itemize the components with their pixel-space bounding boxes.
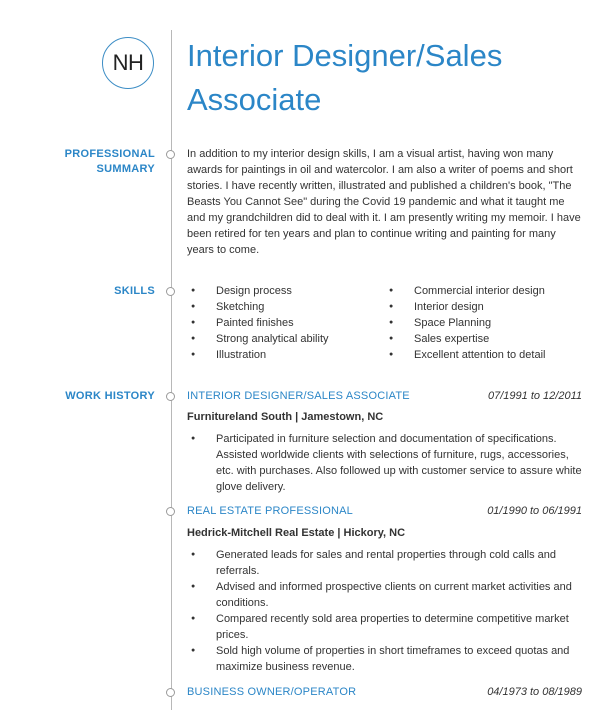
initials-text: NH xyxy=(112,50,144,75)
timeline-node-job-2 xyxy=(166,507,175,516)
initials-monogram xyxy=(102,37,154,89)
job-duties-list xyxy=(187,547,582,675)
skill-item: ● Painted finishes xyxy=(187,315,387,331)
skill-item: ● Sketching xyxy=(187,299,387,315)
job-duty-item: ● Participated in furniture selection and documentation of specifications. Assisted worldwide clients with selections of furniture, rugs, accessories, etc. with purchases. Also followed up with customer service to assure white glove delivery. xyxy=(187,431,582,495)
timeline-node-job-1 xyxy=(166,392,175,401)
skill-item: ● Design process xyxy=(187,283,387,299)
timeline-node-job-3 xyxy=(166,688,175,697)
job-duty-item: ● Compared recently sold area properties to determine competitive market prices. xyxy=(187,611,582,643)
resume-title xyxy=(187,34,597,122)
skills-list-left xyxy=(187,283,387,363)
job-dates: 01/1990 to 06/1991 xyxy=(487,505,582,517)
skills-list-right xyxy=(385,283,585,363)
summary-text: In addition to my interior design skills, I am a visual artist, having won many awards for paintings in oil and watercolor. I am also a writer of poems and short stories. I have recently written, illustrated and published a children's book, "The Beasts You Cannot See" during the Covid 19 pandemic and what it taught me and my grandchildren did to deal with it. I am presently writing my memoir. I have been retired for ten years and plan to continue writing and painting for many years to come. xyxy=(187,148,581,256)
job-employer: Hedrick-Mitchell Real Estate | Hickory, NC xyxy=(187,527,406,539)
job-employer: Furnitureland South | Jamestown, NC xyxy=(187,411,384,423)
professional-summary-heading xyxy=(15,147,155,177)
job-dates: 07/1991 to 12/2011 xyxy=(488,390,582,402)
timeline-node-summary xyxy=(166,150,175,159)
skills-heading: SKILLS xyxy=(114,285,155,297)
summary-heading-line-1: PROFESSIONAL xyxy=(64,148,155,160)
timeline-node-skills xyxy=(166,287,175,296)
job-duty-item: ● Generated leads for sales and rental properties through cold calls and referrals. xyxy=(187,547,582,579)
job-title: REAL ESTATE PROFESSIONAL xyxy=(187,505,353,517)
skill-item: ● Interior design xyxy=(385,299,585,315)
skill-item: ● Sales expertise xyxy=(385,331,585,347)
resume-title-line-2: Associate xyxy=(187,82,322,117)
skill-item: ● Excellent attention to detail xyxy=(385,347,585,363)
job-title: BUSINESS OWNER/OPERATOR xyxy=(187,686,357,698)
skill-item: ● Commercial interior design xyxy=(385,283,585,299)
summary-heading-line-2: SUMMARY xyxy=(96,163,155,175)
skill-item: ● Strong analytical ability xyxy=(187,331,387,347)
job-title: INTERIOR DESIGNER/SALES ASSOCIATE xyxy=(187,390,410,402)
work-history-heading: WORK HISTORY xyxy=(65,390,155,402)
skill-item: ● Illustration xyxy=(187,347,387,363)
job-duty-item: ● Sold high volume of properties in short timeframes to exceed quotas and maximize business revenue. xyxy=(187,643,582,675)
skill-item: ● Space Planning xyxy=(385,315,585,331)
job-dates: 04/1973 to 08/1989 xyxy=(487,686,582,698)
job-duty-item: ● Advised and informed prospective clients on current market activities and conditions. xyxy=(187,579,582,611)
job-duties-list xyxy=(187,431,582,495)
timeline-line xyxy=(171,30,172,710)
resume-title-line-1: Interior Designer/Sales xyxy=(187,38,503,73)
